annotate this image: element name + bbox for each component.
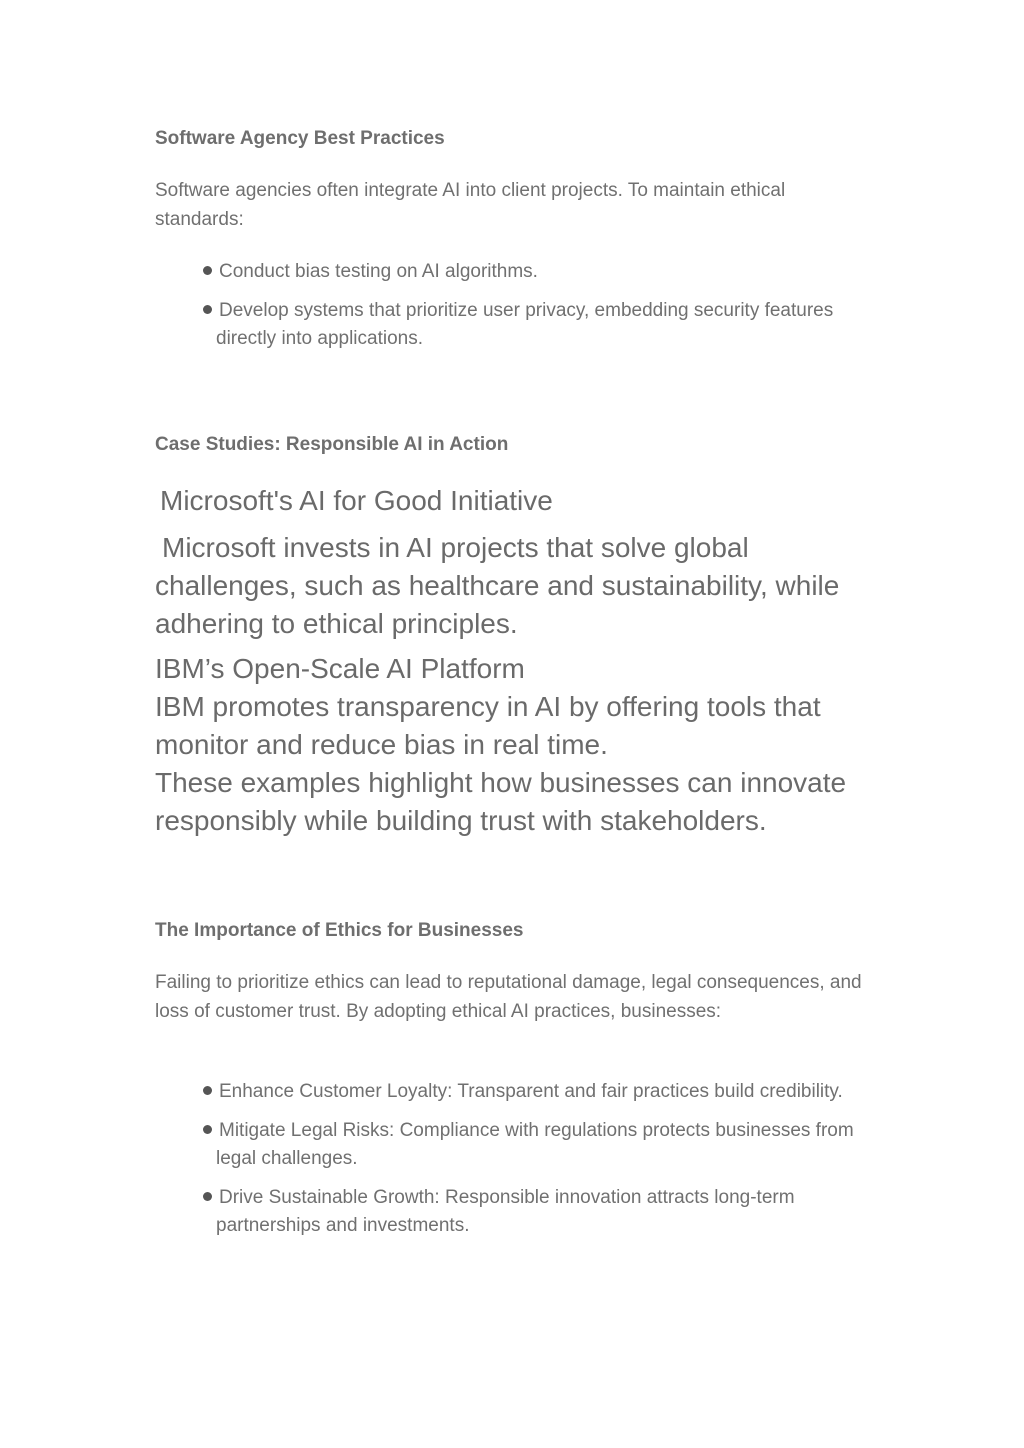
bullet-icon (203, 1125, 212, 1134)
case-title-microsoft: Microsoft's AI for Good Initiative (160, 485, 553, 516)
list-item-text: Conduct bias testing on AI algorithms. (219, 261, 538, 282)
list-item (186, 1184, 876, 1241)
case-studies-conclusion: These examples highlight how businesses can innovate responsibly while building trust with stakeholders. (155, 767, 847, 836)
case-title-ibm: IBM’s Open-Scale AI Platform (155, 653, 525, 684)
bullet-icon (203, 305, 212, 314)
bullet-list-ethics-benefits (186, 1078, 876, 1251)
list-item-text: Enhance Customer Loyalty: Transparent and fair practices build credibility. (219, 1081, 843, 1102)
list-item (186, 297, 876, 354)
paragraph-ethics-intro: Failing to prioritize ethics can lead to reputational damage, legal consequences, and loss of customer trust. By adopting ethical AI practices, businesses: (155, 972, 862, 1022)
bullet-icon (203, 266, 212, 275)
list-item (186, 1117, 876, 1174)
list-item-text: Mitigate Legal Risks: Compliance with regulations protects businesses from legal challenges. (216, 1119, 854, 1169)
list-item (186, 1078, 876, 1107)
section-heading-software-agency: Software Agency Best Practices (155, 128, 445, 149)
bullet-icon (203, 1192, 212, 1201)
section-heading-ethics-importance: The Importance of Ethics for Businesses (155, 920, 524, 941)
list-item-text: Develop systems that prioritize user privacy, embedding security features directly into applications. (216, 299, 834, 349)
bullet-list-software-agency (186, 258, 876, 364)
bullet-icon (203, 1086, 212, 1095)
paragraph-software-agency-intro: Software agencies often integrate AI into client projects. To maintain ethical standards: (155, 180, 786, 230)
case-body-ibm: IBM promotes transparency in AI by offering tools that monitor and reduce bias in real time. (155, 691, 821, 760)
list-item-text: Drive Sustainable Growth: Responsible innovation attracts long-term partnerships and investments. (216, 1186, 795, 1236)
list-item (186, 258, 876, 287)
section-heading-case-studies: Case Studies: Responsible AI in Action (155, 434, 509, 455)
case-body-microsoft: Microsoft invests in AI projects that solve global challenges, such as healthcare and sustainability, while adhering to ethical principles. (155, 532, 840, 639)
